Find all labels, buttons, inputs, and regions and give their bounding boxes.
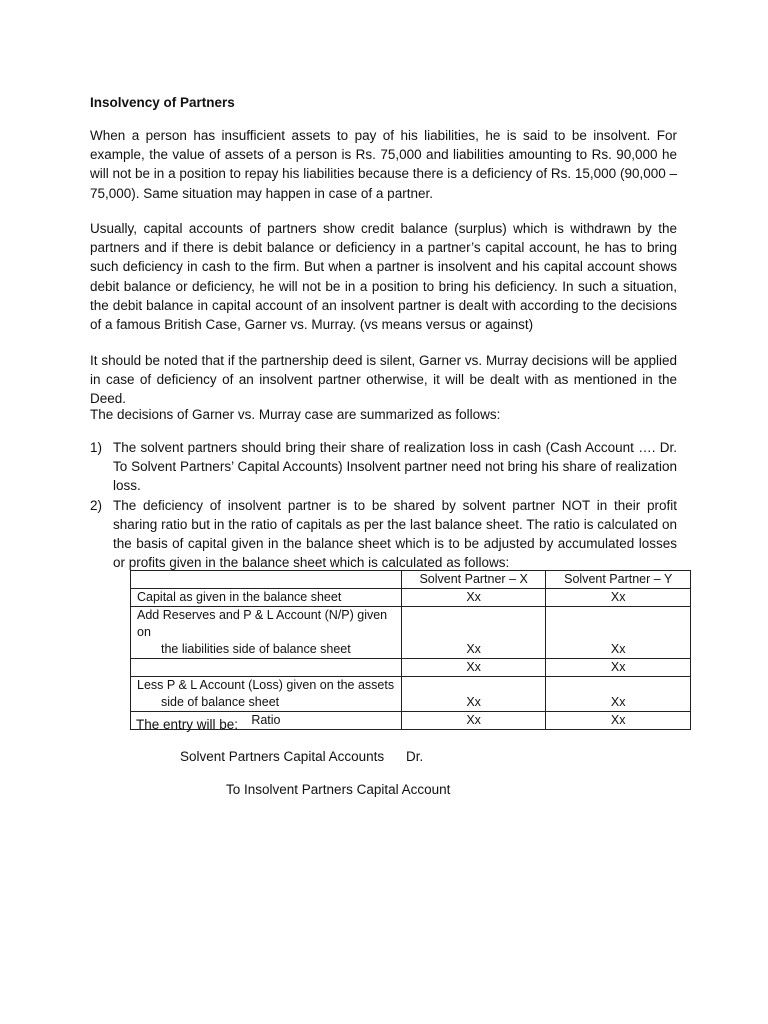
table-header-blank — [131, 571, 402, 589]
table-cell-y: Xx — [546, 659, 691, 677]
table-cell-y: Xx — [546, 677, 691, 712]
entry-debit-marker: Dr. — [406, 749, 424, 764]
table-cell-x: Xx — [401, 659, 546, 677]
table-row — [131, 659, 691, 677]
table-row — [131, 677, 691, 712]
list-item-text: The deficiency of insolvent partner is to be shared by solvent partner NOT in their profit sharing ratio but in the ratio of capitals as per the last balance sheet. The ratio is calculated on the basis of capital given in the balance sheet which is to be adjusted by accumulated losses or profits given in the balance sheet which is calculated as follows: — [113, 497, 677, 571]
table-row — [131, 607, 691, 659]
table-row-label-text: Capital as given in the balance sheet — [137, 590, 342, 604]
list-item-number: 2) — [90, 497, 103, 513]
table-cell-y: Xx — [546, 607, 691, 659]
table-cell-x: Xx — [401, 607, 546, 659]
table-row-label — [131, 677, 402, 712]
paragraph-capital-accounts: Usually, capital accounts of partners show credit balance (surplus) which is withdrawn by the partners and if there is debit balance or deficiency in a partner’s capital account, he has to bring such deficiency in cash to the firm. But when a partner is insolvent and his capital account shows debit balance or deficiency, he will not be in a position to bring his deficiency. In such a situation, the debit balance in capital account of an insolvent partner is dealt with according to the decisions of a famous British Case, Garner vs. Murray. (vs means versus or against) — [90, 221, 677, 333]
table-row-label-text: Less P & L Account (Loss) given on the assets — [137, 678, 395, 692]
table-row-label-subtext: side of balance sheet — [161, 695, 280, 709]
table-row — [131, 589, 691, 607]
table-cell-x: Xx — [401, 589, 546, 607]
table-row-label — [131, 607, 402, 659]
decisions-list — [90, 438, 677, 572]
table-row-label-subtext: the liabilities side of balance sheet — [161, 642, 351, 656]
table-row-label: Ratio — [131, 712, 402, 730]
table-cell-y: Xx — [546, 589, 691, 607]
list-item-number: 1) — [90, 440, 103, 455]
table-header-row — [131, 571, 691, 589]
list-item-text: The solvent partners should bring their share of realization loss in cash (Cash Account …. Dr. To Solvent Partners’ Capital Accounts) Insolvent partner need not bring his share of realization loss. — [113, 440, 677, 494]
table-cell-y: Xx — [546, 712, 691, 730]
paragraph-insolvency-definition: When a person has insufficient assets to pay of his liabilities, he is said to be insolvent. For example, the value of assets of a person is Rs. 75,000 and liabilities amounting to Rs. 90,000 he will not be in a position to repay his liabilities because there is a deficiency of Rs. 15,000 (90,000 – 75,000). Same situation may happen in case of a partner. — [90, 128, 677, 201]
table-header-partner-y: Solvent Partner – Y — [546, 571, 691, 589]
entry-debit-account: Solvent Partners Capital Accounts — [180, 749, 385, 764]
table-row-label — [131, 659, 402, 677]
document-title: Insolvency of Partners — [90, 95, 235, 110]
table-row-label-text: Add Reserves and P & L Account (N/P) given on — [137, 608, 388, 639]
capital-ratio-table — [130, 570, 691, 730]
table-cell-x: Xx — [401, 712, 546, 730]
table-cell-x: Xx — [401, 677, 546, 712]
table-row-label — [131, 589, 402, 607]
table-header-partner-x: Solvent Partner – X — [401, 571, 546, 589]
paragraph-decisions-intro: The decisions of Garner vs. Murray case are summarized as follows: — [90, 407, 501, 422]
list-item — [90, 496, 677, 573]
list-item — [90, 438, 677, 496]
entry-credit-account: To Insolvent Partners Capital Account — [226, 782, 451, 797]
paragraph-partnership-deed: It should be noted that if the partnership deed is silent, Garner vs. Murray decisions will be applied in case of deficiency of an insolvent partner otherwise, it will be dealt with as mentioned in the Deed. — [90, 353, 677, 407]
entry-intro: The entry will be: — [136, 717, 239, 732]
